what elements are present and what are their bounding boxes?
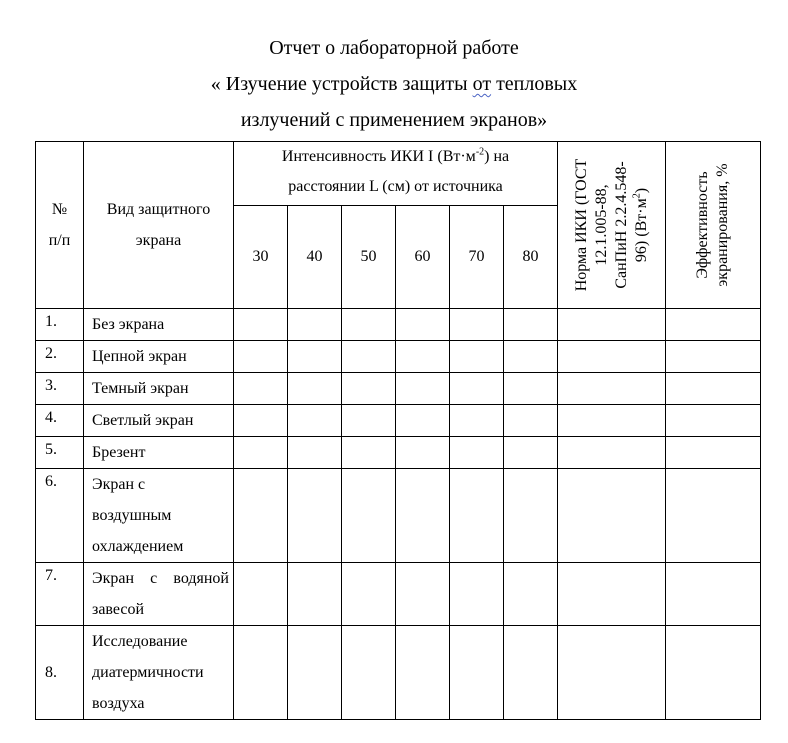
table-row <box>36 437 761 469</box>
data-cell <box>234 563 288 626</box>
data-cell <box>396 405 450 437</box>
data-cell <box>396 341 450 373</box>
data-cell <box>342 469 396 563</box>
data-cell <box>234 309 288 341</box>
data-cell <box>288 437 342 469</box>
data-cell <box>666 626 761 720</box>
header-screen-type <box>84 142 234 309</box>
data-cell <box>558 626 666 720</box>
table-row <box>36 469 761 563</box>
row-number: 6. <box>36 469 84 563</box>
row-screen-name: Брезент <box>84 437 234 469</box>
data-cell <box>342 341 396 373</box>
data-cell <box>396 469 450 563</box>
row-number: 8. <box>36 626 84 720</box>
row-screen-name-line2: воздушным <box>92 507 172 524</box>
data-cell <box>396 563 450 626</box>
header-norm <box>558 142 666 309</box>
row-screen-name: Темный экран <box>84 373 234 405</box>
row-screen-name: Цепной экран <box>84 341 234 373</box>
row-screen-name-line1: Экран с <box>92 476 146 493</box>
header-norm-line4-part2: ) <box>632 187 650 194</box>
data-cell <box>396 309 450 341</box>
header-intensity-line2: расстоянии L (см) от источника <box>288 178 503 195</box>
data-cell <box>234 469 288 563</box>
data-cell <box>450 309 504 341</box>
data-cell <box>288 341 342 373</box>
table-row <box>36 563 761 626</box>
data-cell <box>396 437 450 469</box>
data-cell <box>234 626 288 720</box>
data-cell <box>666 373 761 405</box>
header-intensity-line1 <box>234 142 557 172</box>
data-cell <box>234 437 288 469</box>
data-cell <box>234 373 288 405</box>
data-cell <box>234 341 288 373</box>
header-norm-sup: 2 <box>631 193 643 199</box>
data-cell <box>288 373 342 405</box>
header-norm-text <box>572 145 652 305</box>
data-cell <box>450 373 504 405</box>
header-norm-line3: СанПиН 2.2.4.548- <box>612 161 630 289</box>
data-cell <box>396 373 450 405</box>
data-cell <box>504 373 558 405</box>
header-norm-line4-part1: 96) (Вт·м <box>632 198 650 263</box>
data-cell <box>504 405 558 437</box>
header-intensity <box>234 142 558 206</box>
data-cell <box>342 405 396 437</box>
header-intensity-part1: Интенсивность ИКИ I (Вт·м <box>281 148 476 165</box>
data-cell <box>666 563 761 626</box>
data-cell <box>504 469 558 563</box>
header-efficiency-line2: экранирования, % <box>714 163 732 287</box>
data-cell <box>558 437 666 469</box>
row-screen-name: Светлый экран <box>84 405 234 437</box>
table-row <box>36 626 761 720</box>
header-norm-line2: 12.1.005-88, <box>592 184 610 266</box>
data-cell <box>234 405 288 437</box>
table-row <box>36 405 761 437</box>
data-cell <box>450 626 504 720</box>
data-cell <box>342 626 396 720</box>
data-cell <box>666 405 761 437</box>
data-cell <box>288 309 342 341</box>
data-cell <box>558 469 666 563</box>
row-screen-name-line2: завесой <box>92 601 145 618</box>
row-number: 3. <box>36 373 84 405</box>
data-cell <box>342 373 396 405</box>
data-cell <box>288 626 342 720</box>
data-cell <box>288 563 342 626</box>
data-cell <box>666 437 761 469</box>
data-cell <box>450 437 504 469</box>
header-number-line2: п/п <box>48 232 71 249</box>
title-line-1: Отчет о лабораторной работе <box>269 37 519 59</box>
data-cell <box>288 469 342 563</box>
table-row <box>36 373 761 405</box>
header-efficiency-text <box>693 145 733 305</box>
header-norm-line1: Норма ИКИ (ГОСТ <box>572 158 590 292</box>
header-row-1 <box>36 142 761 206</box>
data-cell <box>342 309 396 341</box>
data-cell <box>450 341 504 373</box>
report-title <box>0 30 788 138</box>
data-cell <box>288 405 342 437</box>
header-screen-type-line1: Вид защитного <box>106 201 211 218</box>
data-cell <box>450 563 504 626</box>
header-norm-line4 <box>632 145 652 305</box>
data-cell <box>504 437 558 469</box>
title-line-2 <box>0 66 788 102</box>
data-cell <box>666 469 761 563</box>
header-intensity-sup: -2 <box>475 146 485 158</box>
row-number: 2. <box>36 341 84 373</box>
data-cell <box>666 341 761 373</box>
spellcheck-word: от <box>472 73 492 95</box>
data-cell <box>342 563 396 626</box>
data-cell <box>450 405 504 437</box>
row-screen-name-line3: воздуха <box>92 695 145 712</box>
data-cell <box>558 309 666 341</box>
row-screen-name-line1: Экран с водяной <box>92 570 229 587</box>
table-row <box>36 309 761 341</box>
row-number: 5. <box>36 437 84 469</box>
header-distance-40: 40 <box>288 206 342 309</box>
row-screen-name <box>84 469 234 563</box>
title-line-2-prefix: « Изучение устройств защиты <box>210 73 473 95</box>
data-cell <box>396 626 450 720</box>
row-screen-name-line2: диатермичности <box>92 664 204 681</box>
header-screen-type-line2: экрана <box>135 232 182 249</box>
row-screen-name-line1: Исследование <box>92 633 188 650</box>
data-cell <box>558 341 666 373</box>
row-screen-name: Без экрана <box>84 309 234 341</box>
header-efficiency <box>666 142 761 309</box>
data-cell <box>504 626 558 720</box>
data-cell <box>450 469 504 563</box>
data-cell <box>504 309 558 341</box>
header-number <box>36 142 84 309</box>
header-distance-80: 80 <box>504 206 558 309</box>
data-cell <box>504 563 558 626</box>
header-distance-70: 70 <box>450 206 504 309</box>
report-table <box>35 141 761 720</box>
header-distance-60: 60 <box>396 206 450 309</box>
table-row <box>36 341 761 373</box>
data-cell <box>666 309 761 341</box>
row-screen-name <box>84 563 234 626</box>
data-cell <box>558 405 666 437</box>
row-number: 1. <box>36 309 84 341</box>
header-efficiency-line1: Эффективность <box>694 171 712 279</box>
header-distance-30: 30 <box>234 206 288 309</box>
data-cell <box>558 373 666 405</box>
row-screen-name-line3: охлаждением <box>92 538 184 555</box>
header-intensity-part2: ) на <box>484 148 510 165</box>
row-screen-name <box>84 626 234 720</box>
header-distance-50: 50 <box>342 206 396 309</box>
data-cell <box>342 437 396 469</box>
data-cell <box>558 563 666 626</box>
data-cell <box>504 341 558 373</box>
header-number-line1: № <box>51 201 68 218</box>
title-line-3: излучений с применением экранов» <box>240 109 548 131</box>
title-line-2-suffix: тепловых <box>491 73 578 95</box>
row-number: 7. <box>36 563 84 626</box>
row-number: 4. <box>36 405 84 437</box>
